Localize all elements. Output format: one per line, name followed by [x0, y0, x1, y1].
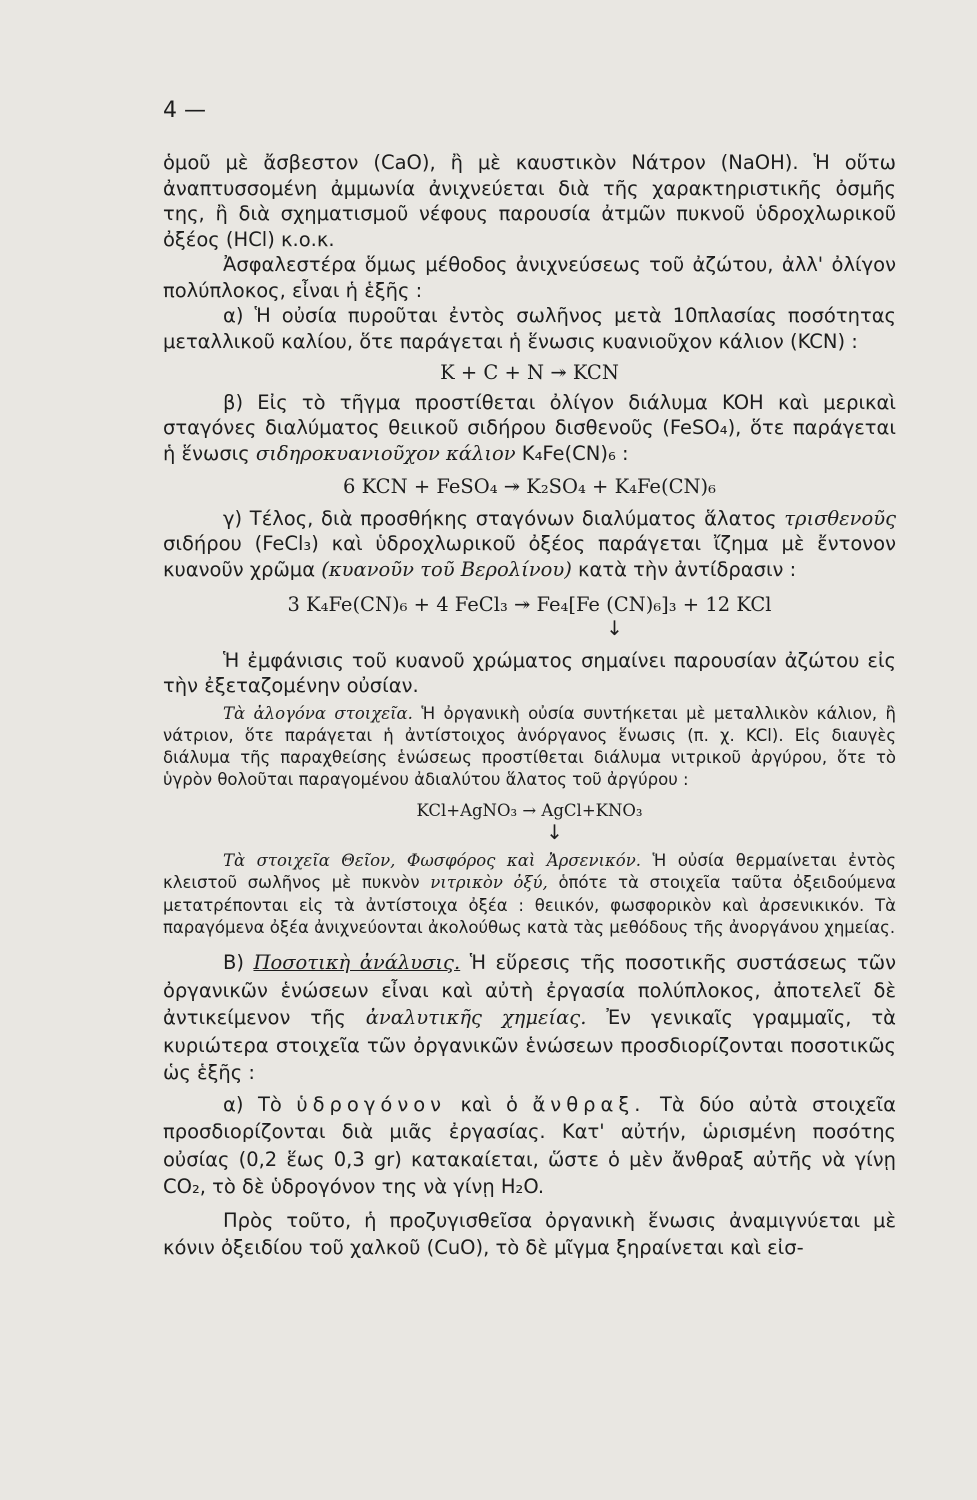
paragraph-procedure: Πρὸς τοῦτο, ἡ προζυγισθεῖσα ὀργανικὴ ἕνωσις ἀναμιγνύεται μὲ κόνιν ὀξειδίου τοῦ χαλκοῦ (CuO), τὸ δὲ μῖγμα ξηραίνεται καὶ εἰσ-: [163, 1208, 896, 1260]
step-c-emphasis-1: τρισθενοῦς: [784, 506, 896, 530]
quant-emphasis: ἀναλυτικῆς χημείας.: [365, 1006, 587, 1030]
equation-silver-chloride: KCl+AgNO₃ → AgCl+KNO₃: [416, 800, 643, 820]
paragraph-method: Ἀσφαλεστέρα ὅμως μέθοδος ἀνιχνεύσεως τοῦ ἀζώτου, ἀλλ' ὀλίγον πολύπλοκος, εἶναι ἡ ἑξῆς :: [163, 253, 896, 302]
halogens-text: Ἡ ὀργανικὴ οὐσία συντήκεται μὲ μεταλλικὸν κάλιον, ἢ νάτριον, ὅτε παράγεται ἡ ἀντίστοιχος ἀνόργανος ἕνωσις (π. χ. KCl). Εἰς διαυγὲς διάλυμα τῆς παραχθείσης ἑνώσεως προστίθεται διάλυμα νιτρικοῦ ἀργύρου, ὅτε τὸ ὑγρὸν θολοῦται παραγομένου ἀδιαλύτου ἅλατος τοῦ ἀργύρου :: [163, 703, 896, 790]
hc-label: α) Τὸ: [223, 1092, 297, 1116]
paragraph-step-a: α) Ἡ οὐσία πυροῦται ἐντὸς σωλῆνος μετὰ 10πλασίας ποσότητας μεταλλικοῦ καλίου, ὅτε παράγεται ἡ ἕνωσις κυανιοῦχον κάλιον (KCN) :: [163, 304, 896, 353]
equation-kcn: K + C + N ↠ KCN: [440, 361, 619, 384]
precipitate-arrow-icon: ↓: [606, 615, 623, 640]
spa-text-1: Ἡ οὐσία θερμαίνεται ἐντὸς κλειστοῦ σωλῆνος μὲ πυκνὸν: [163, 850, 896, 893]
paragraph-quantitative: [163, 949, 896, 1087]
step-b-formula: K₄Fe(CN)₆ :: [515, 441, 629, 465]
paragraph-sulfur-phosphorus-arsenic: [163, 850, 896, 939]
paragraph-step-c: [163, 506, 896, 583]
hc-hydrogen: ὑδρογόνον: [296, 1092, 447, 1116]
page-number: 4 —: [163, 98, 206, 123]
paragraph-hydrogen-carbon: [163, 1091, 896, 1201]
step-c-emphasis-2: (κυανοῦν τοῦ Βερολίνου): [321, 557, 572, 581]
spa-heading: Τὰ στοιχεῖα Θεῖον, Φωσφόρος καὶ Ἀρσενικόν.: [223, 850, 642, 870]
hc-carbon: ἄνθραξ.: [532, 1092, 646, 1116]
silver-precipitate-arrow-icon: ↓: [546, 819, 563, 844]
paragraph-ammonia: ὁμοῦ μὲ ἄσβεστον (CaO), ἢ μὲ καυστικὸν Νάτρον (NaOH). Ἡ οὕτω ἀναπτυσσομένη ἀμμωνία ἀνιχνεύεται διὰ τῆς χαρακτηριστικῆς ὀσμῆς της, ἢ διὰ σχηματισμοῦ νέφους παρουσία ἀτμῶν πυκνοῦ ὑδροχλωρικοῦ ὀξέος (HCl) κ.ο.κ.: [163, 151, 896, 251]
quant-text-1: Ἡ εὕρεσις τῆς ποσοτικῆς συστάσεως τῶν ὀργανικῶν ἑνώσεων εἶναι καὶ αὐτὴ ἐργασία πολύπλοκος, ἀποτελεῖ δὲ ἀντικείμενον τῆς: [163, 951, 896, 1030]
quant-heading: Ποσοτικὴ ἀνάλυσις.: [253, 951, 461, 975]
equation-prussian-blue: 3 K₄Fe(CN)₆ + 4 FeCl₃ ↠ Fe₄[Fe (CN)₆]₃ + 12 KCl: [287, 593, 772, 616]
step-c-text-1: γ) Τέλος, διὰ προσθήκης σταγόνων διαλύματος ἅλατος: [223, 506, 785, 530]
step-c-text-3: κατὰ τὴν ἀντίδρασιν :: [571, 557, 797, 581]
halogens-heading: Τὰ ἀλογόνα στοιχεῖα.: [223, 703, 413, 723]
hc-text: Τὰ δύο αὐτὰ στοιχεῖα προσδιορίζονται διὰ μιᾶς ἐργασίας. Κατ' αὐτήν, ὡρισμένη ποσότης οὐσίας (0,2 ἕως 0,3 gr) κατακαίεται, ὥστε ὁ μὲν ἄνθραξ αὐτῆς νὰ γίνῃ CO₂, τὸ δὲ ὑδρογόνον της νὰ γίνῃ H₂O.: [163, 1092, 896, 1199]
paragraph-step-b: [163, 390, 896, 467]
step-b-text: β) Εἰς τὸ τῆγμα προστίθεται ὀλίγον διάλυμα KOH καὶ μερικαὶ σταγόνες διαλύματος θειικοῦ σιδήρου δισθενοῦς (FeSO₄), ὅτε παράγεται ἡ ἕνωσις: [163, 390, 896, 465]
spa-text-2: ὁπότε τὰ στοιχεῖα ταῦτα ὀξειδούμενα μετατρέπονται εἰς τὰ ἀντίστοιχα ὀξέα : θειικόν, φωσφορικὸν καὶ ἀρσενικικόν. Τὰ παραγόμενα ὀξέα ἀνιχνεύονται ἀκολούθως κατὰ τὰς μεθόδους τῆς ἀνοργάνου χημείας.: [163, 873, 897, 937]
quant-text-2: Ἐν γενικαῖς γραμμαῖς, τὰ κυριώτερα στοιχεῖα τῶν ὀργανικῶν ἑνώσεων προσδιορίζονται ποσοτικῶς ὡς ἑξῆς :: [163, 1006, 896, 1085]
spa-emphasis: νιτρικὸν ὀξύ,: [430, 873, 548, 893]
step-c-text-2: σιδήρου (FeCl₃) καὶ ὑδροχλωρικοῦ ὀξέος παράγεται ἴζημα μὲ ἔντονον κυανοῦν χρῶμα: [163, 532, 896, 581]
paragraph-halogens: [163, 703, 896, 792]
equation-ferrocyanide: 6 KCN + FeSO₄ ↠ K₂SO₄ + K₄Fe(CN)₆: [343, 475, 716, 498]
paragraph-conclusion: Ἡ ἐμφάνισις τοῦ κυανοῦ χρώματος σημαίνει παρουσίαν ἀζώτου εἰς τὴν ἐξεταζομένην οὐσίαν.: [163, 648, 896, 697]
hc-and: καὶ ὁ: [446, 1092, 533, 1116]
step-b-emphasis: σιδηροκυανιοῦχον κάλιον: [255, 441, 516, 465]
quant-label: Β): [223, 951, 254, 975]
page-body: [163, 150, 896, 1262]
